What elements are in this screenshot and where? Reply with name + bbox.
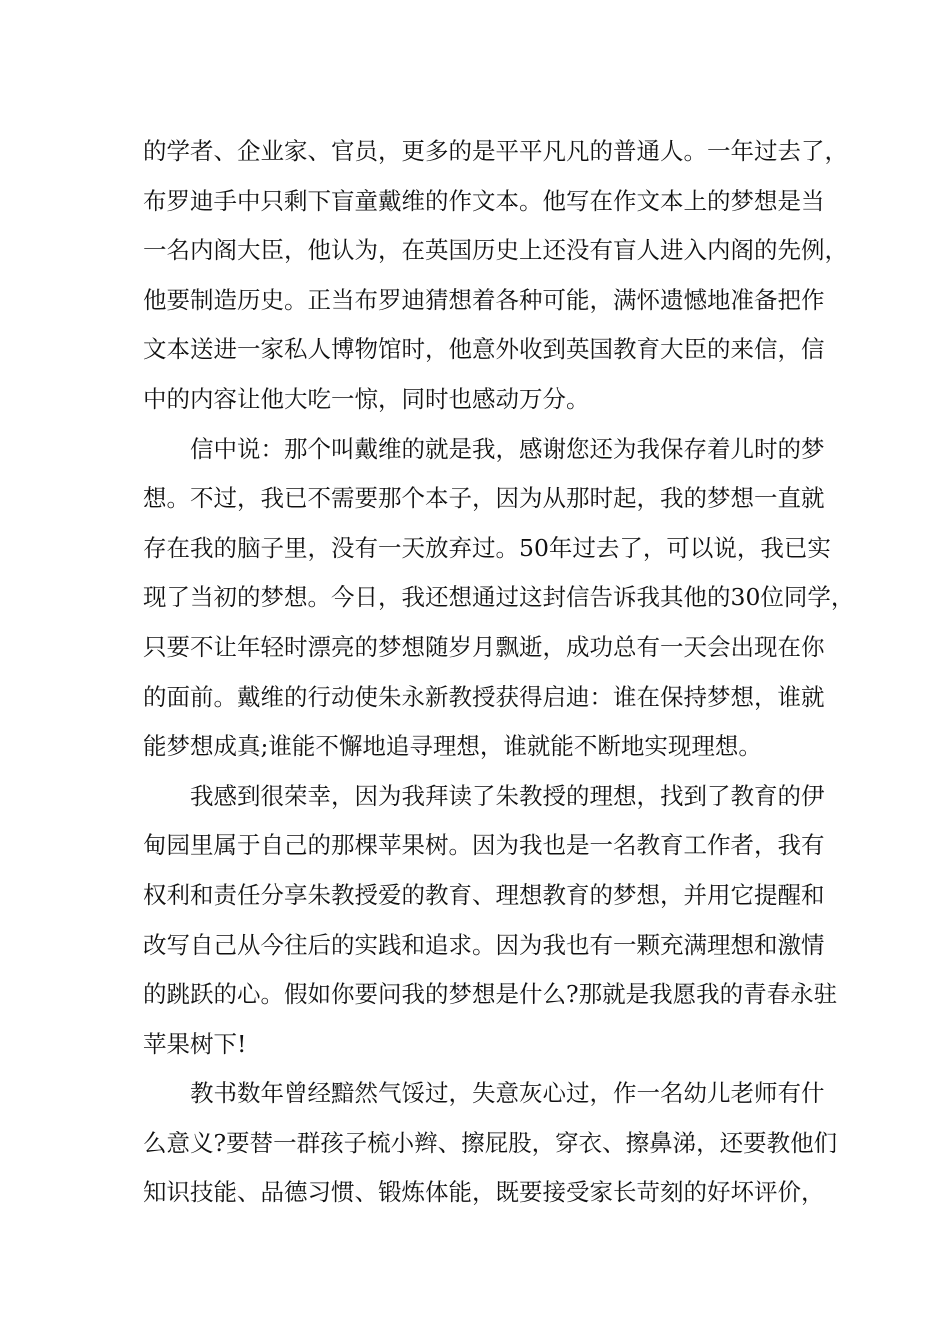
text-line: 一名内阁大臣，他认为，在英国历史上还没有盲人进入内阁的先例， — [143, 236, 848, 265]
text-line: 能梦想成真;谁能不懈地追寻理想，谁就能不断地实现理想。 — [143, 732, 762, 761]
text-line: 么意义?要替一群孩子梳小辫、擦屁股，穿衣、擦鼻涕，还要教他们 — [143, 1128, 838, 1157]
text-line: 他要制造历史。正当布罗迪猜想着各种可能，满怀遗憾地准备把作 — [143, 285, 825, 314]
document-page — [143, 127, 855, 1218]
text-line: 文本送进一家私人博物馆时，他意外收到英国教育大臣的来信，信 — [143, 335, 825, 364]
paragraph — [143, 425, 855, 772]
text-line: 的面前。戴维的行动使朱永新教授获得启迪：谁在保持梦想，谁就 — [143, 682, 825, 711]
text-line: 的学者、企业家、官员，更多的是平平凡凡的普通人。一年过去了， — [143, 137, 848, 165]
text-line: 布罗迪手中只剩下盲童戴维的作文本。他写在作文本上的梦想是当 — [143, 186, 825, 215]
paragraph — [143, 1069, 838, 1218]
text-line: 权利和责任分享朱教授爱的教育、理想教育的梦想，并用它提醒和 — [143, 880, 825, 909]
text-line: 改写自己从今往后的实践和追求。因为我也有一颗充满理想和激情 — [143, 930, 825, 959]
text-line: 苹果树下! — [143, 1029, 247, 1058]
text-line: 存在我的脑子里，没有一天放弃过。50年过去了，可以说，我已实 — [143, 533, 831, 562]
paragraph — [143, 127, 848, 425]
text-line: 想。不过，我已不需要那个本子，因为从那时起，我的梦想一直就 — [143, 484, 825, 513]
text-line: 中的内容让他大吃一惊，同时也感动万分。 — [143, 384, 590, 413]
paragraph — [143, 772, 838, 1070]
text-line: 知识技能、品德习惯、锻炼体能，既要接受家长苛刻的好坏评价， — [143, 1178, 825, 1207]
text-line: 的跳跃的心。假如你要问我的梦想是什么?那就是我愿我的青春永驻 — [143, 980, 838, 1009]
text-line: 甸园里属于自己的那棵苹果树。因为我也是一名教育工作者，我有 — [143, 831, 825, 860]
text-line: 只要不让年轻时漂亮的梦想随岁月飘逝，成功总有一天会出现在你 — [143, 632, 825, 661]
text-line: 信中说：那个叫戴维的就是我，感谢您还为我保存着儿时的梦 — [190, 434, 825, 463]
text-line: 教书数年曾经黯然气馁过，失意灰心过，作一名幼儿老师有什 — [190, 1079, 825, 1108]
text-line: 现了当初的梦想。今日，我还想通过这封信告诉我其他的30位同学， — [143, 583, 855, 612]
text-line: 我感到很荣幸，因为我拜读了朱教授的理想，找到了教育的伊 — [190, 781, 825, 810]
